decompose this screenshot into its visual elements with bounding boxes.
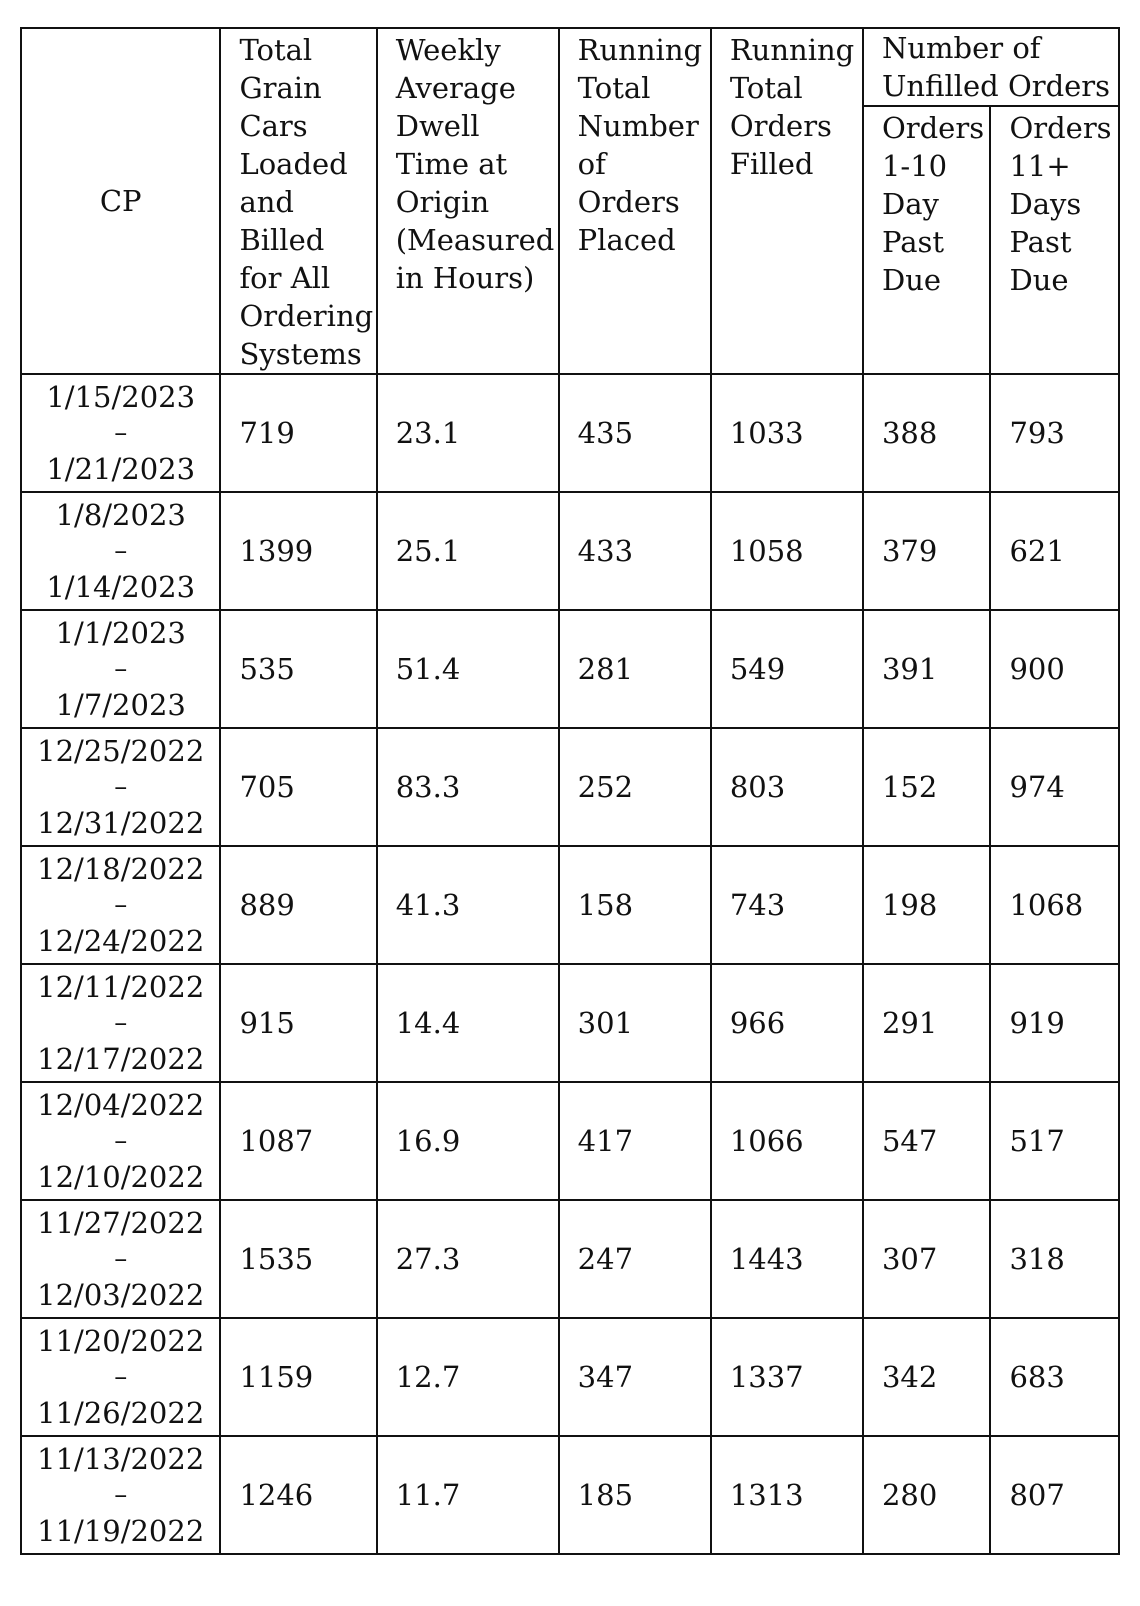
cell-dwell-time: 16.9 <box>377 1082 559 1200</box>
cell-unfilled-1-10: 342 <box>863 1318 990 1436</box>
week-end-date: 1/7/2023 <box>55 688 186 722</box>
week-start-date: 11/20/2022 <box>37 1324 205 1358</box>
cell-dwell-time: 41.3 <box>377 846 559 964</box>
cell-week-range <box>21 964 220 1082</box>
week-range-dash: – <box>114 1244 128 1274</box>
week-end-date: 1/14/2023 <box>46 570 196 604</box>
week-start-date: 12/18/2022 <box>37 852 205 886</box>
cell-unfilled-1-10: 391 <box>863 610 990 728</box>
cell-orders-filled: 803 <box>711 728 863 846</box>
cell-dwell-time: 23.1 <box>377 374 559 492</box>
cell-cars-loaded: 1535 <box>220 1200 376 1318</box>
week-start-date: 1/8/2023 <box>55 498 186 532</box>
week-start-date: 1/15/2023 <box>46 380 196 414</box>
cell-cars-loaded: 535 <box>220 610 376 728</box>
week-range-dash: – <box>114 890 128 920</box>
cell-unfilled-11-plus: 974 <box>990 728 1119 846</box>
cell-week-range <box>21 1082 220 1200</box>
cell-orders-placed: 281 <box>559 610 711 728</box>
cell-unfilled-11-plus: 919 <box>990 964 1119 1082</box>
header-unfilled-1-10: Orders 1-10 Day Past Due <box>863 106 990 374</box>
cell-orders-filled: 1033 <box>711 374 863 492</box>
cell-orders-filled: 1337 <box>711 1318 863 1436</box>
cell-dwell-time: 14.4 <box>377 964 559 1082</box>
cell-orders-placed: 247 <box>559 1200 711 1318</box>
table-row <box>21 964 1119 1082</box>
week-range-dash: – <box>114 1480 128 1510</box>
cell-unfilled-11-plus: 517 <box>990 1082 1119 1200</box>
cell-orders-placed: 158 <box>559 846 711 964</box>
cell-unfilled-1-10: 291 <box>863 964 990 1082</box>
table-row <box>21 374 1119 492</box>
cell-week-range <box>21 374 220 492</box>
cell-cars-loaded: 1087 <box>220 1082 376 1200</box>
week-range-dash: – <box>114 772 128 802</box>
week-end-date: 11/19/2022 <box>37 1514 205 1548</box>
cell-week-range <box>21 492 220 610</box>
cell-unfilled-11-plus: 1068 <box>990 846 1119 964</box>
cell-orders-filled: 549 <box>711 610 863 728</box>
week-start-date: 11/27/2022 <box>37 1206 205 1240</box>
week-range-dash: – <box>114 654 128 684</box>
week-end-date: 12/10/2022 <box>37 1160 205 1194</box>
week-end-date: 12/17/2022 <box>37 1042 205 1076</box>
header-unfilled-11-plus: Orders 11+ Days Past Due <box>990 106 1119 374</box>
cell-orders-placed: 301 <box>559 964 711 1082</box>
table-row <box>21 610 1119 728</box>
cell-unfilled-11-plus: 621 <box>990 492 1119 610</box>
cell-unfilled-11-plus: 318 <box>990 1200 1119 1318</box>
cell-week-range <box>21 610 220 728</box>
week-end-date: 12/24/2022 <box>37 924 205 958</box>
cell-week-range <box>21 1318 220 1436</box>
cell-orders-filled: 1443 <box>711 1200 863 1318</box>
cell-cars-loaded: 705 <box>220 728 376 846</box>
cell-cars-loaded: 915 <box>220 964 376 1082</box>
table-row <box>21 1082 1119 1200</box>
cell-week-range <box>21 1436 220 1554</box>
week-range-dash: – <box>114 1008 128 1038</box>
table-row <box>21 1318 1119 1436</box>
cell-unfilled-11-plus: 793 <box>990 374 1119 492</box>
cell-cars-loaded: 889 <box>220 846 376 964</box>
cell-unfilled-11-plus: 900 <box>990 610 1119 728</box>
cell-dwell-time: 12.7 <box>377 1318 559 1436</box>
cell-dwell-time: 11.7 <box>377 1436 559 1554</box>
cell-week-range <box>21 1200 220 1318</box>
cell-unfilled-1-10: 388 <box>863 374 990 492</box>
week-start-date: 11/13/2022 <box>37 1442 205 1476</box>
cell-unfilled-11-plus: 683 <box>990 1318 1119 1436</box>
header-row-1 <box>21 28 1119 106</box>
cell-unfilled-1-10: 547 <box>863 1082 990 1200</box>
cell-orders-placed: 435 <box>559 374 711 492</box>
week-start-date: 12/11/2022 <box>37 970 205 1004</box>
cell-orders-placed: 252 <box>559 728 711 846</box>
cell-week-range <box>21 846 220 964</box>
cell-dwell-time: 25.1 <box>377 492 559 610</box>
cell-unfilled-1-10: 280 <box>863 1436 990 1554</box>
grain-car-orders-table <box>20 27 1120 1555</box>
cell-orders-placed: 417 <box>559 1082 711 1200</box>
header-orders-placed: Running Total Number of Orders Placed <box>559 28 711 374</box>
cell-dwell-time: 83.3 <box>377 728 559 846</box>
cell-orders-filled: 966 <box>711 964 863 1082</box>
cell-cars-loaded: 719 <box>220 374 376 492</box>
cell-orders-filled: 1066 <box>711 1082 863 1200</box>
cell-orders-placed: 433 <box>559 492 711 610</box>
cell-dwell-time: 51.4 <box>377 610 559 728</box>
table-row <box>21 728 1119 846</box>
week-end-date: 12/03/2022 <box>37 1278 205 1312</box>
cell-week-range <box>21 728 220 846</box>
table-body <box>21 374 1119 1554</box>
week-range-dash: – <box>114 1362 128 1392</box>
cell-orders-filled: 1313 <box>711 1436 863 1554</box>
cell-cars-loaded: 1399 <box>220 492 376 610</box>
week-end-date: 1/21/2023 <box>46 452 196 486</box>
header-unfilled-orders: Number of Unfilled Orders <box>863 28 1119 106</box>
header-cars-loaded: Total Grain Cars Loaded and Billed for All Ordering Systems <box>220 28 376 374</box>
week-start-date: 12/25/2022 <box>37 734 205 768</box>
cell-orders-placed: 185 <box>559 1436 711 1554</box>
cell-unfilled-1-10: 198 <box>863 846 990 964</box>
cell-unfilled-11-plus: 807 <box>990 1436 1119 1554</box>
week-end-date: 11/26/2022 <box>37 1396 205 1430</box>
cell-unfilled-1-10: 152 <box>863 728 990 846</box>
cell-cars-loaded: 1246 <box>220 1436 376 1554</box>
table-row <box>21 1436 1119 1554</box>
header-cp: CP <box>21 28 220 374</box>
cell-cars-loaded: 1159 <box>220 1318 376 1436</box>
week-end-date: 12/31/2022 <box>37 806 205 840</box>
week-range-dash: – <box>114 1126 128 1156</box>
cell-orders-placed: 347 <box>559 1318 711 1436</box>
week-range-dash: – <box>114 418 128 448</box>
cell-dwell-time: 27.3 <box>377 1200 559 1318</box>
cell-orders-filled: 743 <box>711 846 863 964</box>
header-dwell-time: Weekly Average Dwell Time at Origin (Measured in Hours) <box>377 28 559 374</box>
week-start-date: 12/04/2022 <box>37 1088 205 1122</box>
table-row <box>21 1200 1119 1318</box>
week-start-date: 1/1/2023 <box>55 616 186 650</box>
table-row <box>21 492 1119 610</box>
cell-unfilled-1-10: 379 <box>863 492 990 610</box>
cell-orders-filled: 1058 <box>711 492 863 610</box>
week-range-dash: – <box>114 536 128 566</box>
cell-unfilled-1-10: 307 <box>863 1200 990 1318</box>
header-orders-filled: Running Total Orders Filled <box>711 28 863 374</box>
table-row <box>21 846 1119 964</box>
